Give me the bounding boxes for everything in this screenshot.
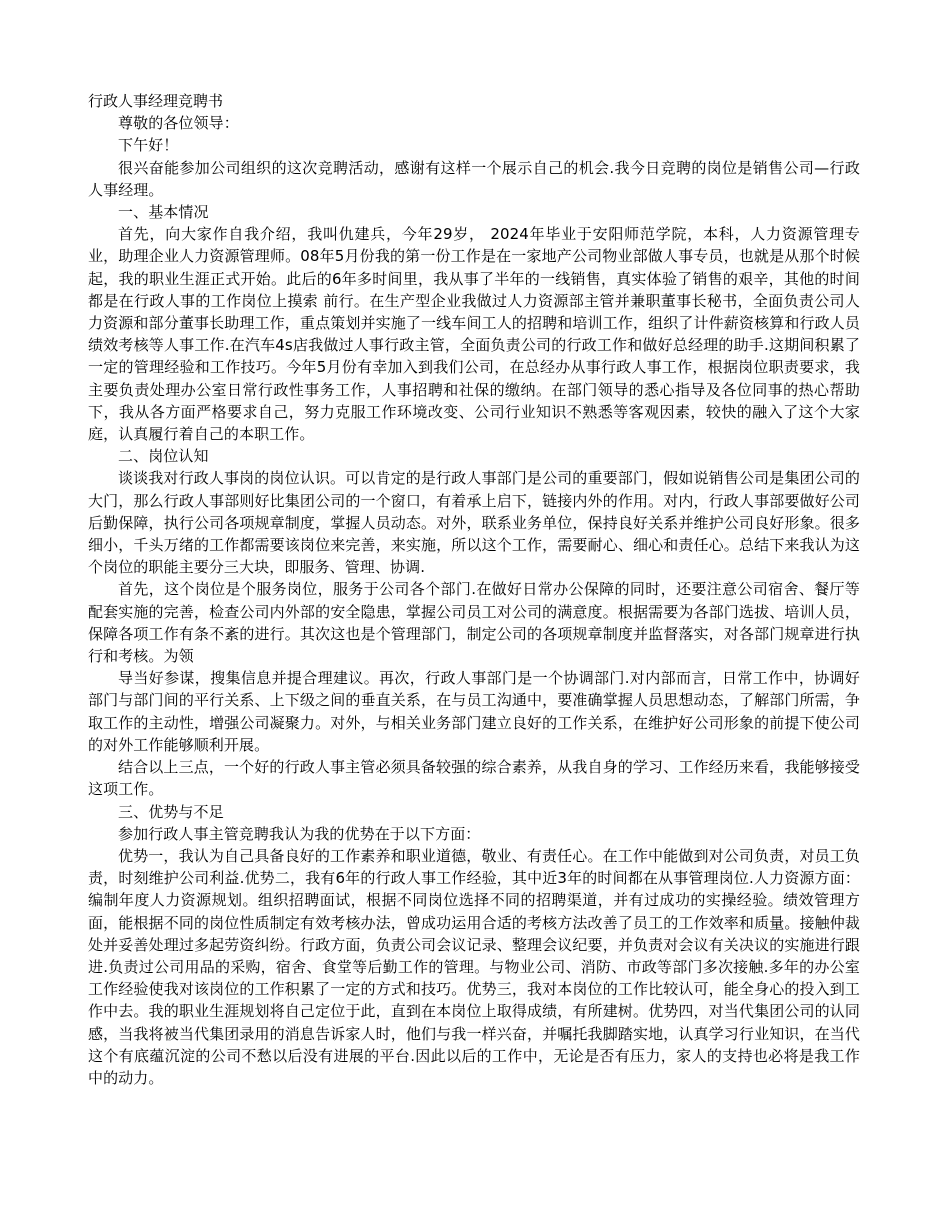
position-cognition-paragraph: 谈谈我对行政人事岗的岗位认识。可以肯定的是行政人事部门是公司的重要部门，假如说销售公司是集团公司的大门，那么行政人事部则好比集团公司的一个窗口，有着承上启下，链接内外的作用。对内，行政人事部要做好公司后勤保障，执行公司各项规章制度，掌握人员动态。对外，联系业务单位，保持良好关系并维护公司良好形象。很多细小，千头万绪的工作都需要该岗位来完善，来实施，所以这个工作，需要耐心、细心和责任心。总结下来我认为这个岗位的职能主要分三大块，即服务、管理、协调.: [88, 469, 860, 577]
section-heading-basic-info: 一、基本情况: [118, 203, 209, 222]
intro-paragraph: 很兴奋能参加公司组织的这次竞聘活动，感谢有这样一个展示自己的机会.我今日竞聘的岗位是销售公司—行政人事经理。: [88, 158, 860, 199]
coordination-role-paragraph: 导当好参谋，搜集信息并提合理建议。再次，行政人事部门是一个协调部门.对内部而言，日常工作中，协调好部门与部门间的平行关系、上下级之间的垂直关系，在与员工沟通中，要准确掌握人员思想动态，了解部门所需，争取工作的主动性，增强公司凝聚力。对外，与相关业务部门建立良好的工作关系，在维护好公司形象的前提下使公司的对外工作能够顺利开展。: [88, 669, 860, 754]
basic-info-paragraph: 首先，向大家作自我介绍，我叫仇建兵，今年29岁， 2024年毕业于安阳师范学院，本科，人力资源管理专业，助理企业人力资源管理师。08年5月份我的第一份工作是在一家地产公司物业部做人事专员，也就是从那个时候起，我的职业生涯正式开始。此后的6年多时间里，我从事了半年的一线销售，真实体验了销售的艰辛，其他的时间都是在行政人事的工作岗位上摸索 前行。在生产型企业我做过人力资源部主管并兼职董事长秘书，全面负责公司人力资源和部分董事长助理工作，重点策划并实施了一线车间工人的招聘和培训工作，组织了计件薪资核算和行政人员绩效考核等人事工作.在汽车4s店我做过人事行政主管，全面负责公司的行政工作和做好总经理的助手.这期间积累了一定的管理经验和工作技巧。今年5月份有幸加入到我们公司，在总经办从事行政人事工作，根据岗位职责要求，我主要负责处理办公室日常行政性事务工作，人事招聘和社保的缴纳。在部门领导的悉心指导及各位同事的热心帮助下，我从各方面严格要求自己，努力克服工作环境改变、公司行业知识不熟悉等客观因素，较快的融入了这个大家庭，认真履行着自己的本职工作。: [88, 225, 860, 444]
section-heading-position-cognition: 二、岗位认知: [118, 447, 209, 466]
strengths-paragraph: 优势一，我认为自己具备良好的工作素养和职业道德，敬业、有责任心。在工作中能做到对公司负责，对员工负责，时刻维护公司利益.优势二，我有6年的行政人事工作经验，其中近3年的时间都在从事管理岗位.人力资源方面：编制年度人力资源规划。组织招聘面试，根据不同岗位选择不同的招聘渠道，并有过成功的实操经验。绩效管理方面，能根据不同的岗位性质制定有效考核办法，曾成功运用合适的考核方法改善了员工的工作效率和质量。接触仲裁处并妥善处理过多起劳资纠纷。行政方面，负责公司会议记录、整理会议纪要，并负责对会议有关决议的实施进行跟进.负责过公司用品的采购，宿舍、食堂等后勤工作的管理。与物业公司、消防、市政等部门多次接触.多年的办公室工作经验使我对该岗位的工作积累了一定的方式和技巧。优势三，我对本岗位的工作比较认可，能全身心的投入到工作中去。我的职业生涯规划将自己定位于此，直到在本岗位上取得成绩，有所建树。优势四，对当代集团公司的认同感，当我将被当代集团录用的消息告诉家人时，他们与我一样兴奋，并嘱托我脚踏实地，认真学习行业知识，在当代这个有底蕴沉淀的公司不愁以后没有进展的平台.因此以后的工作中，无论是否有压力，家人的支持也必将是我工作中的动力。: [88, 846, 860, 1087]
section-heading-strengths: 三、优势与不足: [118, 802, 224, 821]
summary-paragraph: 结合以上三点，一个好的行政人事主管必须具备较强的综合素养，从我自身的学习、工作经历来看，我能够接受这项工作。: [88, 758, 860, 799]
salutation: 尊敬的各位领导：: [118, 114, 239, 133]
document-title: 行政人事经理竞聘书: [88, 92, 224, 110]
strengths-intro-paragraph: 参加行政人事主管竞聘我认为我的优势在于以下方面：: [118, 824, 481, 843]
greeting: 下午好！: [118, 136, 179, 155]
document-page: [88, 90, 860, 1089]
service-role-paragraph: 首先，这个岗位是个服务岗位，服务于公司各个部门.在做好日常办公保障的同时，还要注意公司宿舍、餐厅等配套实施的完善，检查公司内外部的安全隐患，掌握公司员工对公司的满意度。根据需要为各部门选拔、培训人员，保障各项工作有条不紊的进行。其次这也是个管理部门，制定公司的各项规章制度并监督落实，对各部门规章进行执行和考核。为领: [88, 580, 860, 666]
